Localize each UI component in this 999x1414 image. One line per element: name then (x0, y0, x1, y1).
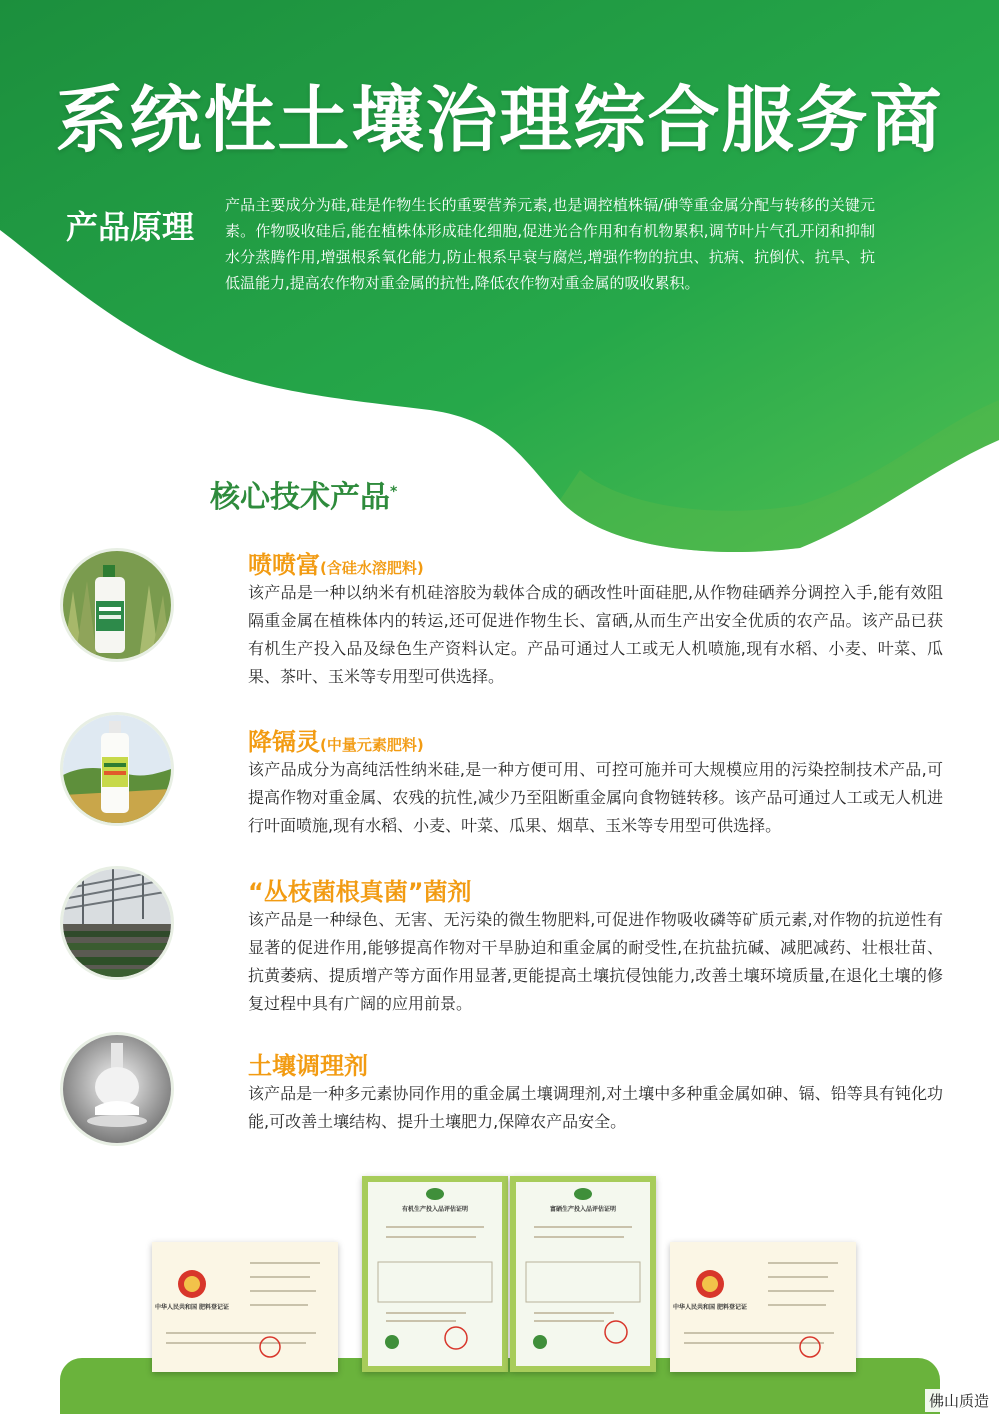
watermark-text: 佛山质造 (925, 1389, 993, 1412)
product-description: 该产品是一种以纳米有机硅溶胶为载体合成的硒改性叶面硅肥,从作物硅硒养分调控入手,能有效阻隔重金属在植株体内的转运,还可促进作物生长、富硒,从而生产出安全优质的农产品。该产品已获有机生产投入品及绿色生产资料认定。产品可通过人工或无人机喷施,现有水稻、小麦、叶菜、瓜果、茶叶、玉米等专用型可供选择。 (248, 583, 943, 686)
core-products-heading (210, 472, 397, 516)
product-name (248, 722, 424, 757)
product-name-text: 土壤调理剂 (248, 1052, 368, 1080)
product-name (248, 872, 472, 907)
certificate-image (152, 1242, 338, 1372)
product-name-text: 降镉灵 (248, 728, 320, 756)
page-title: 系统性土壤治理综合服务商 (55, 78, 944, 162)
product-name (248, 545, 424, 580)
certificate-image (362, 1176, 508, 1372)
certificate-title: 富硒生产投入品评估证明 (549, 1206, 616, 1213)
product-name (248, 1046, 368, 1081)
certificate-title: 有机生产投入品评估证明 (401, 1206, 468, 1213)
product-image-greenhouse (60, 866, 174, 980)
certificate-title: 中华人民共和国 肥料登记证 (672, 1304, 748, 1311)
certificate-image (510, 1176, 656, 1372)
product-description: 该产品是一种多元素协同作用的重金属土壤调理剂,对土壤中多种重金属如砷、镉、铅等具有钝化功能,可改善土壤结构、提升土壤肥力,保障农产品安全。 (248, 1084, 943, 1131)
product-image-powder-flask (60, 1032, 174, 1146)
certificate-image (670, 1242, 856, 1372)
certificate-title: 中华人民共和国 肥料登记证 (154, 1304, 230, 1311)
product-description: 该产品成分为高纯活性纳米硅,是一种方便可用、可控可施并可大规模应用的污染控制技术产品,可提高作物对重金属、农残的抗性,减少乃至阻断重金属向食物链转移。该产品可通过人工或无人机进行叶面喷施,现有水稻、小麦、叶菜、瓜果、烟草、玉米等专用型可供选择。 (248, 760, 943, 835)
core-products-heading-text: 核心技术产品 (210, 480, 390, 515)
product-subtitle: (含硅水溶肥料) (320, 559, 424, 577)
product-image-spray-bottle (60, 548, 174, 662)
product-description: 该产品是一种绿色、无害、无污染的微生物肥料,可促进作物吸收磷等矿质元素,对作物的抗逆性有显著的促进作用,能够提高作物对干旱胁迫和重金属的耐受性,在抗盐抗碱、减肥减药、壮根壮苗、抗黄萎病、提质增产等方面作用显著,更能提高土壤抗侵蚀能力,改善土壤环境质量,在退化土壤的修复过程中具有广阔的应用前景。 (248, 910, 943, 1013)
heading-asterisk: * (390, 484, 398, 500)
product-subtitle: (中量元素肥料) (320, 736, 424, 754)
product-name-text: 喷喷富 (248, 551, 320, 579)
product-name-text: “丛枝菌根真菌”菌剂 (248, 878, 472, 906)
principle-text: 产品主要成分为硅,硅是作物生长的重要营养元素,也是调控植株镉/砷等重金属分配与转移的关键元素。作物吸收硅后,能在植株体形成硅化细胞,促进光合作用和有机物累积,调节叶片气孔开闭和抑制水分蒸腾作用,增强根系氧化能力,防止根系早衰与腐烂,增强作物的抗虫、抗病、抗倒伏、抗旱、抗低温能力,提高农作物对重金属的抗性,降低农作物对重金属的吸收累积。 (225, 196, 875, 292)
product-image-bottle-field (60, 712, 174, 826)
principle-heading: 产品原理 (66, 208, 195, 246)
